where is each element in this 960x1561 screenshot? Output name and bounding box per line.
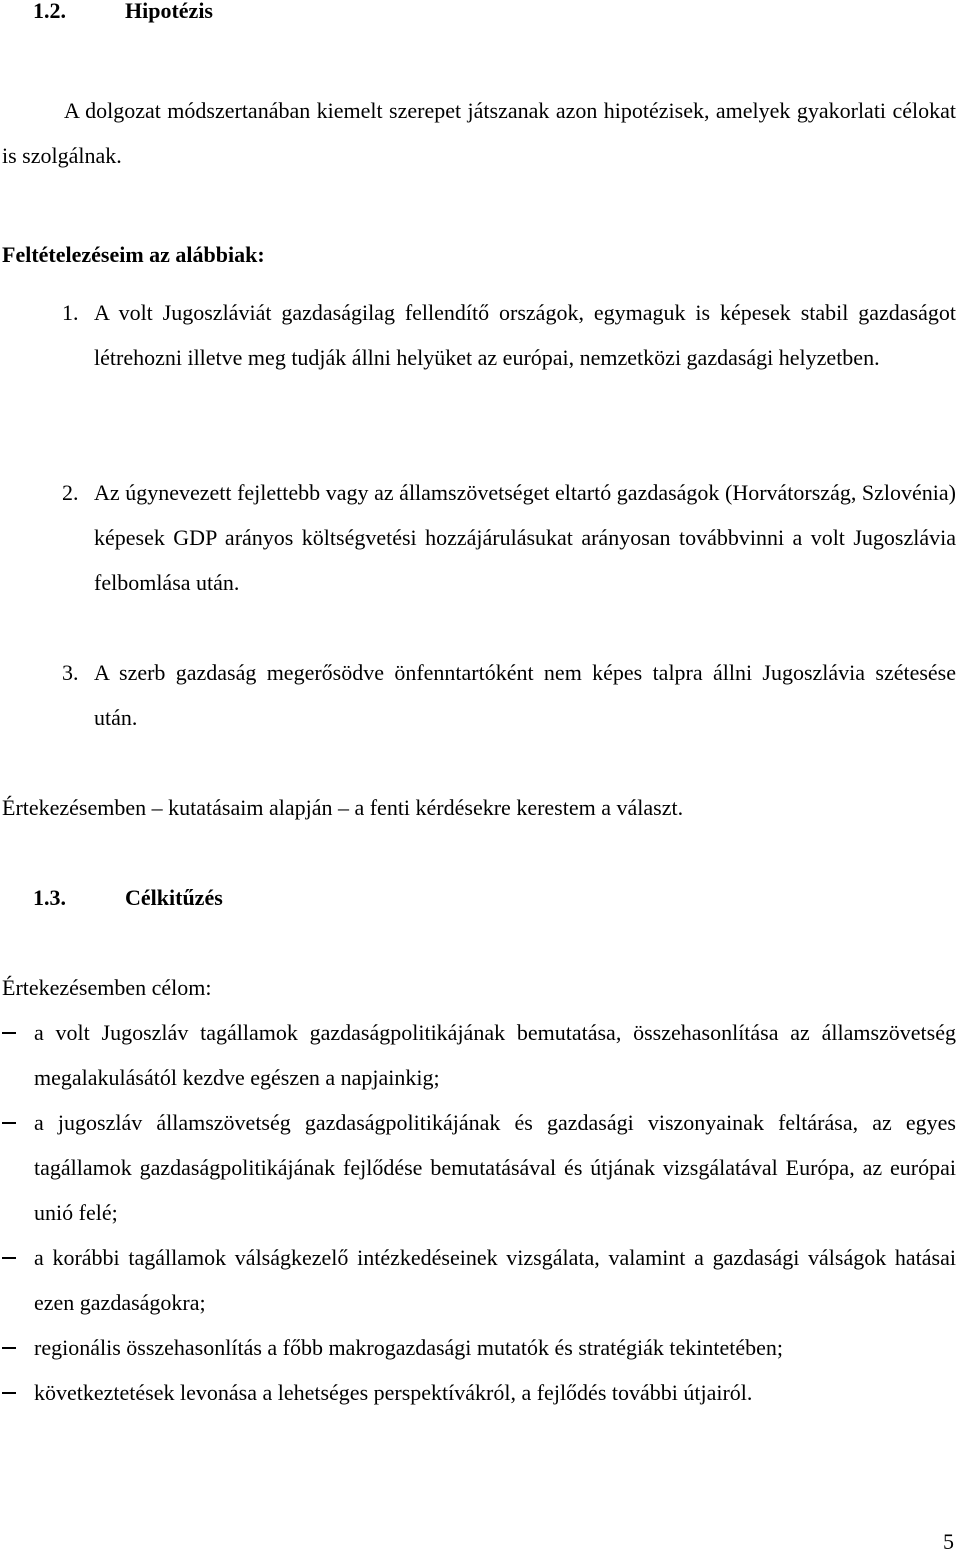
objective-text: a korábbi tagállamok válságkezelő intézkedéseinek vizsgálata, valamint a gazdasági válságok hatásai ezen gazdaságokra;	[34, 1245, 956, 1315]
dash-bullet	[2, 1257, 16, 1259]
hypothesis-text: A szerb gazdaság megerősödve önfenntartóként nem képes talpra állni Jugoszlávia szétesése után.	[94, 660, 956, 730]
hypothesis-number: 1.	[62, 300, 79, 325]
section-title: Hipotézis	[125, 0, 213, 23]
section-heading-hypothesis	[33, 0, 213, 24]
objective-item	[2, 1325, 956, 1370]
objective-item	[2, 1235, 956, 1325]
hypothesis-item	[62, 650, 956, 740]
hypothesis-number: 3.	[62, 660, 79, 685]
dash-bullet	[2, 1032, 16, 1034]
intro-paragraph: A dolgozat módszertanában kiemelt szerepet játszanak azon hipotézisek, amelyek gyakorlati célokat is szolgálnak.	[2, 98, 956, 168]
objective-item	[2, 1100, 956, 1235]
hypothesis-text: Az úgynevezett fejlettebb vagy az államszövetséget eltartó gazdaságok (Horvátország, Szlovénia) képesek GDP arányos költségvetési hozzájárulásukat arányosan továbbvinni a volt Jugoszlávia felbomlása után.	[94, 480, 956, 595]
hypothesis-item	[62, 470, 956, 605]
objective-text: a jugoszláv államszövetség gazdaságpolitikájának és gazdasági viszonyainak feltárása, az egyes tagállamok gazdaságpolitikájának fejlődése bemutatásával és útjának vizsgálatával Európa, az európai unió felé;	[34, 1110, 956, 1225]
summary-line: Értekezésemben – kutatásaim alapján – a fenti kérdésekre kerestem a választ.	[2, 795, 684, 820]
dash-bullet	[2, 1122, 16, 1124]
objective-text: regionális összehasonlítás a főbb makrogazdasági mutatók és stratégiák tekintetében;	[34, 1335, 783, 1360]
assumptions-label: Feltételezéseim az alábbiak:	[2, 242, 265, 267]
dash-bullet	[2, 1392, 16, 1394]
dash-bullet	[2, 1347, 16, 1349]
objective-text: a volt Jugoszláv tagállamok gazdaságpolitikájának bemutatása, összehasonlítása az államszövetség megalakulásától kezdve egészen a napjainkig;	[34, 1020, 956, 1090]
objectives-label: Értekezésemben célom:	[2, 975, 212, 1000]
hypothesis-number: 2.	[62, 480, 79, 505]
hypothesis-text: A volt Jugoszláviát gazdaságilag fellendítő országok, egymaguk is képesek stabil gazdaságot létrehozni illetve meg tudják állni helyüket az európai, nemzetközi gazdasági helyzetben.	[94, 300, 956, 370]
section-title: Célkitűzés	[125, 885, 223, 910]
objective-item	[2, 1010, 956, 1100]
section-heading-objectives	[33, 885, 223, 911]
section-number: 1.3.	[33, 885, 66, 910]
objectives-list	[2, 1010, 956, 1415]
page-number: 5	[943, 1529, 954, 1554]
hypothesis-item	[62, 290, 956, 380]
objective-item	[2, 1370, 956, 1415]
section-number: 1.2.	[33, 0, 66, 23]
objective-text: következtetések levonása a lehetséges perspektívákról, a fejlődés további útjairól.	[34, 1380, 753, 1405]
